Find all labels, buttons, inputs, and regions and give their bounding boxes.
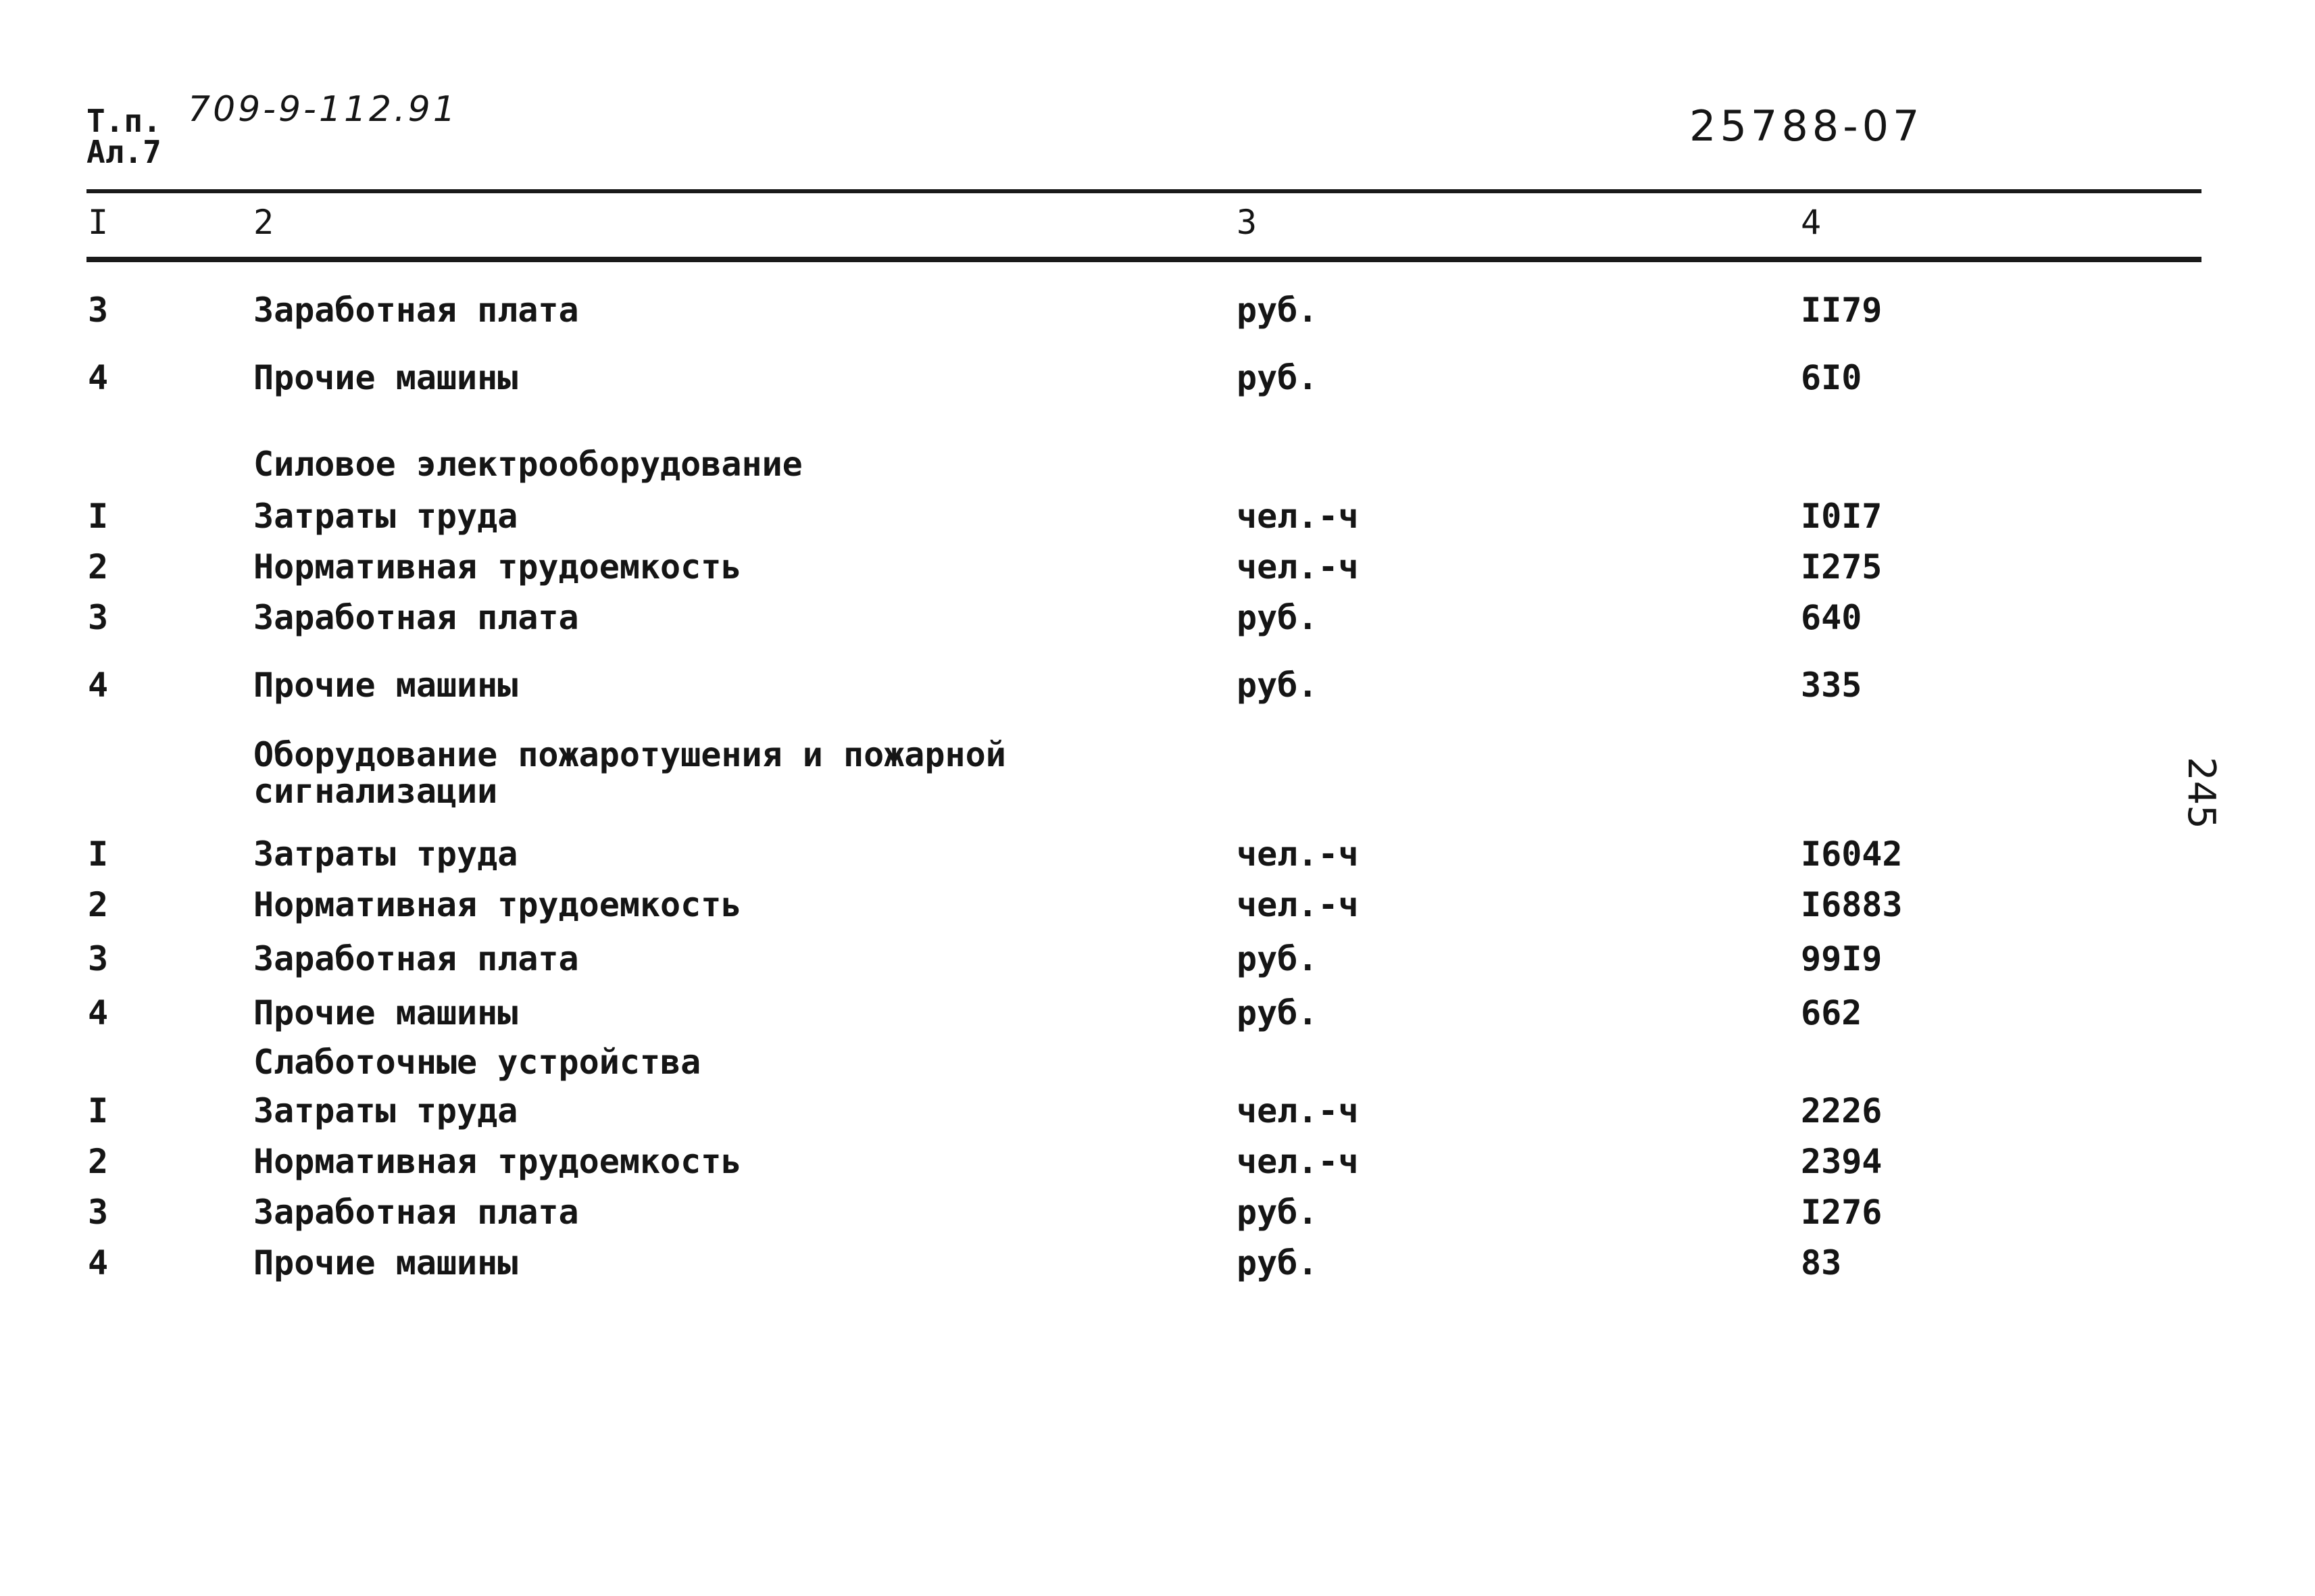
row-number: 2 (88, 547, 109, 587)
row-unit: чел.-ч (1237, 547, 1359, 587)
row-name: Прочие машины (253, 993, 518, 1032)
row-name: Нормативная трудоемкость (253, 547, 742, 587)
document-code: 25788-07 (1689, 101, 1924, 151)
row-number: 2 (88, 1142, 109, 1181)
tp-label: Т.п. (86, 103, 161, 139)
row-number: 3 (88, 1193, 109, 1232)
row-number: 3 (88, 291, 109, 330)
section-title: Силовое электрооборудование (253, 445, 803, 484)
row-unit: чел.-ч (1237, 1142, 1359, 1181)
row-name: Заработная плата (253, 939, 579, 978)
row-name: Затраты труда (253, 1091, 518, 1130)
row-value: I276 (1801, 1193, 1883, 1232)
row-name: Заработная плата (253, 1193, 579, 1232)
row-unit: руб. (1237, 993, 1318, 1032)
section-title: Слаботочные устройства (253, 1043, 701, 1082)
row-number: 4 (88, 993, 109, 1032)
row-value: II79 (1801, 291, 1883, 330)
row-number: 3 (88, 939, 109, 978)
row-value: 662 (1801, 993, 1862, 1032)
row-name: Нормативная трудоемкость (253, 1142, 742, 1181)
row-unit: чел.-ч (1237, 834, 1359, 874)
row-number: I (88, 497, 109, 536)
row-value: 83 (1801, 1243, 1842, 1282)
row-unit: руб. (1237, 1193, 1318, 1232)
row-value: 335 (1801, 666, 1862, 705)
sheet-label: Ал.7 (86, 134, 161, 170)
row-number: 3 (88, 598, 109, 637)
row-value: 6I0 (1801, 358, 1862, 397)
row-unit: чел.-ч (1237, 497, 1359, 536)
row-name: Заработная плата (253, 598, 579, 637)
row-value: I0I7 (1801, 497, 1883, 536)
table-header-rule (86, 257, 2201, 262)
row-name: Заработная плата (253, 291, 579, 330)
page-number: 245 (2179, 757, 2223, 829)
tp-number: 709-9-112.91 (188, 89, 458, 130)
row-name: Затраты труда (253, 834, 518, 874)
row-value: 99I9 (1801, 939, 1883, 978)
table-top-rule (86, 189, 2201, 193)
row-name: Затраты труда (253, 497, 518, 536)
row-unit: руб. (1237, 291, 1318, 330)
section-title (253, 737, 1006, 809)
row-unit: руб. (1237, 1243, 1318, 1282)
row-name: Прочие машины (253, 358, 518, 397)
section-title-line: Оборудование пожаротушения и пожарной (253, 735, 1006, 774)
row-unit: чел.-ч (1237, 885, 1359, 924)
row-number: 4 (88, 666, 109, 705)
row-unit: руб. (1237, 358, 1318, 397)
row-name: Прочие машины (253, 1243, 518, 1282)
column-header-1: I (88, 203, 109, 242)
row-value: I6883 (1801, 885, 1903, 924)
row-number: 4 (88, 1243, 109, 1282)
row-name: Нормативная трудоемкость (253, 885, 742, 924)
row-number: I (88, 834, 109, 874)
row-value: 2394 (1801, 1142, 1883, 1181)
row-value: I6042 (1801, 834, 1903, 874)
row-name: Прочие машины (253, 666, 518, 705)
row-unit: чел.-ч (1237, 1091, 1359, 1130)
row-unit: руб. (1237, 598, 1318, 637)
column-header-3: 3 (1237, 203, 1258, 242)
row-value: I275 (1801, 547, 1883, 587)
row-value: 640 (1801, 598, 1862, 637)
column-header-4: 4 (1801, 203, 1822, 242)
row-number: 4 (88, 358, 109, 397)
row-value: 2226 (1801, 1091, 1883, 1130)
row-unit: руб. (1237, 939, 1318, 978)
row-number: 2 (88, 885, 109, 924)
row-number: I (88, 1091, 109, 1130)
section-title-line: сигнализации (253, 772, 498, 811)
row-unit: руб. (1237, 666, 1318, 705)
column-header-2: 2 (253, 203, 274, 242)
